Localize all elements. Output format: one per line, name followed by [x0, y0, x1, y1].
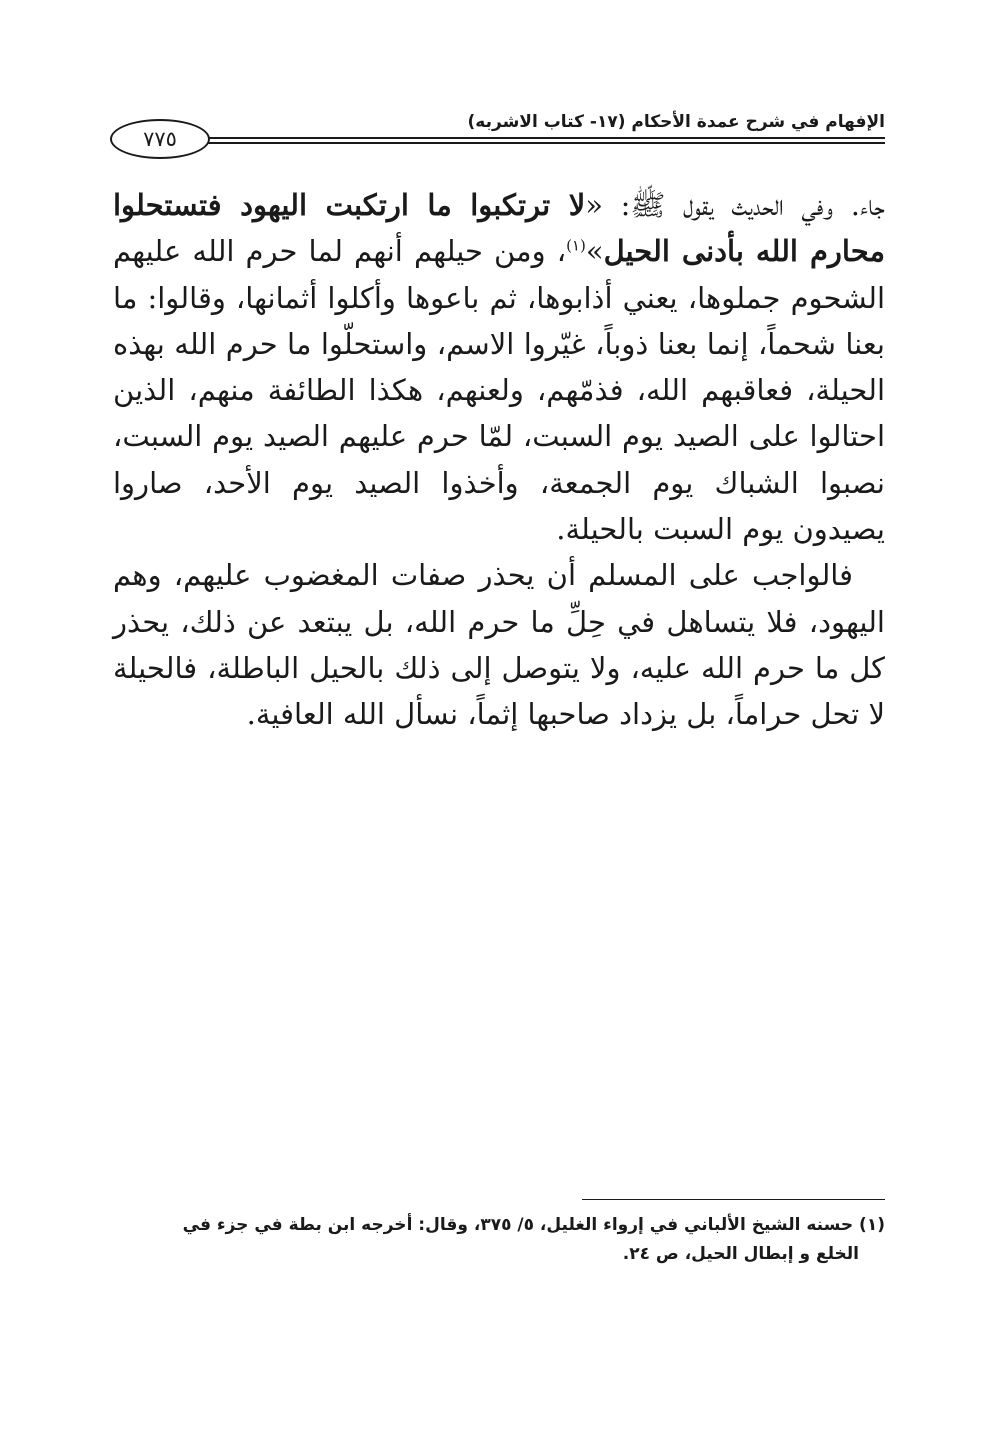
footnote-line-1: (١) حسنه الشيخ الألباني في إرواء الغليل، ٥/ ٣٧٥، وقال: أخرجه ابن بطة في جزء في	[182, 1215, 885, 1235]
running-header	[110, 110, 885, 160]
page-number: ٧٧٥	[110, 119, 210, 159]
paragraph-1	[113, 182, 885, 552]
hadith-quote: لا ترتكبوا ما ارتكبت اليهود فتستحلوا محارم الله بأدنى الحيل	[113, 188, 885, 269]
paragraph-1-rest: ، ومن حيلهم أنهم لما حرم الله عليهم الشحوم جملوها، يعني أذابوها، ثم باعوها وأكلوا أثمانها، وقالوا: ما بعنا شحماً، إنما بعنا ذوباً، غيّروا الاسم، واستحلّوا ما حرم الله بهذه الحيلة، فعاقبهم الله، فذمّهم، ولعنهم، هكذا الطائفة منهم، الذين احتالوا على الصيد يوم السبت، لمّا حرم عليهم الصيد يوم السبت، نصبوا الشباك يوم الجمعة، وأخذوا الصيد يوم الأحد، صاروا يصيدون يوم السبت بالحيلة.	[113, 234, 885, 547]
main-text	[113, 182, 885, 738]
footnote	[113, 1211, 885, 1269]
header-rule-top	[205, 137, 885, 139]
footnote-line-2: الخلع و إبطال الحيل، ص ٢٤.	[622, 1244, 859, 1264]
quote-close: »	[585, 234, 604, 269]
paragraph-2: فالواجب على المسلم أن يحذر صفات المغضوب عليهم، وهم اليهود، فلا يتساهل في حِلِّ ما حرم الله، بل يبتعد عن ذلك، يحذر كل ما حرم الله عليه، ولا يتوصل إلى ذلك بالحيل الباطلة، فالحيلة لا تحل حراماً، بل يزداد صاحبها إثماً، نسأل الله العافية.	[113, 558, 885, 732]
footnote-separator	[582, 1199, 885, 1200]
footnote-ref[interactable]: (١)	[566, 236, 586, 255]
header-title: الإفهام في شرح عمدة الأحكام (١٧- كتاب الاشربه)	[467, 112, 885, 132]
header-rule-bottom	[205, 142, 885, 144]
paragraph-1-intro: جاء. وفي الحديث يقول ﷺ: «	[585, 188, 885, 222]
